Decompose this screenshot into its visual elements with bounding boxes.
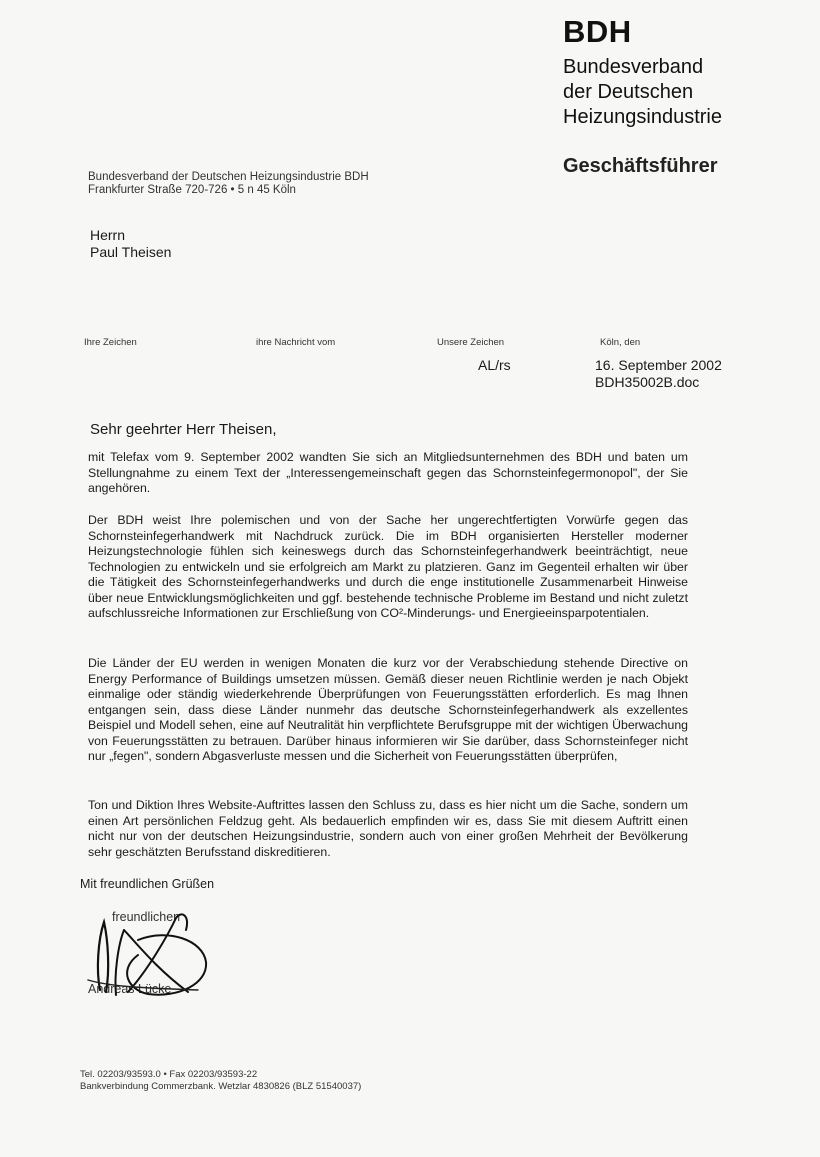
our-ref-value: AL/rs xyxy=(478,357,511,373)
signature-scribble-icon xyxy=(78,900,228,1010)
letter-closing: Mit freundlichen Grüßen xyxy=(80,877,215,891)
date-value: 16. September 2002 xyxy=(595,357,722,373)
signature-text-line: freundlichen xyxy=(112,910,181,924)
body-paragraph-1: mit Telefax vom 9. September 2002 wandten Sie sich an Mitgliedsunternehmen des BDH und baten um Stellungnahme zu einem Text der „Interessengemeinschaft gegen das Schornsteinfegermonopol", der Sie angehören. xyxy=(88,450,688,495)
sender-address-line-2: Frankfurter Straße 720-726 • 5 n 45 Köln xyxy=(88,184,296,196)
signature xyxy=(78,900,228,1010)
footer-contact: Tel. 02203/93593.0 • Fax 02203/93593-22 xyxy=(80,1069,258,1080)
footer-bank-details: Bankverbindung Commerzbank. Wetzlar 4830826 (BLZ 51540037) xyxy=(80,1081,362,1092)
letterhead-name-line-1: Bundesverband xyxy=(563,56,704,78)
recipient-salutation-line: Herrn xyxy=(90,227,126,243)
body-paragraph-2: Der BDH weist Ihre polemischen und von der Sache her ungerechtfertigten Vorwürfe gegen das Schornsteinfegerhandwerk mit Nachdruck zurück. Die im BDH organisierten Hersteller moderner Heizungstechnologie fühlen sich keineswegs durch das Schornsteinfegerhandwerk beeinträchtigt, neue Technologien zu entwickeln und sie erfolgreich am Markt zu platzieren. Ganz im Gegenteil erhalten wir über die Tätigkeit des Schornsteinfegerhandwerks und durch die enge institutionelle Zusammenarbeit Hinweise über neue Entwicklungsmöglichkeiten und ggf. bestehende technische Probleme im Bestand und nicht zuletzt aufschlussreiche Informationen zur Erschließung von CO²-Minderungs- und Energieeinsparpotentialen. xyxy=(88,513,688,620)
body-paragraph-3: Die Länder der EU werden in wenigen Monaten die kurz vor der Verabschiedung stehende Directive on Energy Performance of Buildings umsetzen müssen. Gemäß dieser neuen Richtlinie werden je nach Objekt einmalige oder ständig wiederkehrende Überprüfungen von Feuerungsstätten erforderlich. Es mag Ihnen entgangen sein, dass diese Länder nunmehr das deutsche Schornsteinfegerhandwerk als exzellentes Beispiel und Modell sehen, eine auf Neutralität hin verpflichtete Berufsgruppe mit der wichtigen Überwachung von Feuerungsstätten zu betrauen. Darüber hinaus informieren wir Sie darüber, dass Schornsteinfeger nicht nur „fegen", sondern Abgasverluste messen und die Sicherheit von Feuerungsstätten überprüfen, xyxy=(88,656,688,763)
our-ref-label: Unsere Zeichen xyxy=(437,337,505,348)
your-message-label: ihre Nachricht vom xyxy=(256,337,336,348)
letterhead-abbreviation: BDH xyxy=(563,14,632,49)
place-date-label: Köln, den xyxy=(600,337,641,348)
document-id: BDH35002B.doc xyxy=(595,374,700,390)
body-paragraph-4: Ton und Diktion Ihres Website-Auftrittes lassen den Schluss zu, dass es hier nicht um die Sache, sondern um einen Art persönlichen Feldzug geht. Als bedauerlich empfinden wir es, dass Sie mit diesem Auftritt einen nicht nur von der deutschen Heizungsindustrie, sondern auch von einer großen Mehrheit der Bevölkerung sehr geschätzten Berufsstand diskreditieren. xyxy=(88,798,688,859)
signer-name: Andreas Lücke xyxy=(88,982,172,996)
recipient-name: Paul Theisen xyxy=(90,244,172,260)
letterhead-name-line-3: Heizungsindustrie xyxy=(563,106,722,128)
letterhead-name-line-2: der Deutschen xyxy=(563,81,694,103)
letterhead-role: Geschäftsführer xyxy=(563,155,718,177)
your-ref-label: Ihre Zeichen xyxy=(84,337,137,348)
sender-address-line-1: Bundesverband der Deutschen Heizungsindustrie BDH xyxy=(88,171,369,183)
letter-salutation: Sehr geehrter Herr Theisen, xyxy=(90,421,277,438)
